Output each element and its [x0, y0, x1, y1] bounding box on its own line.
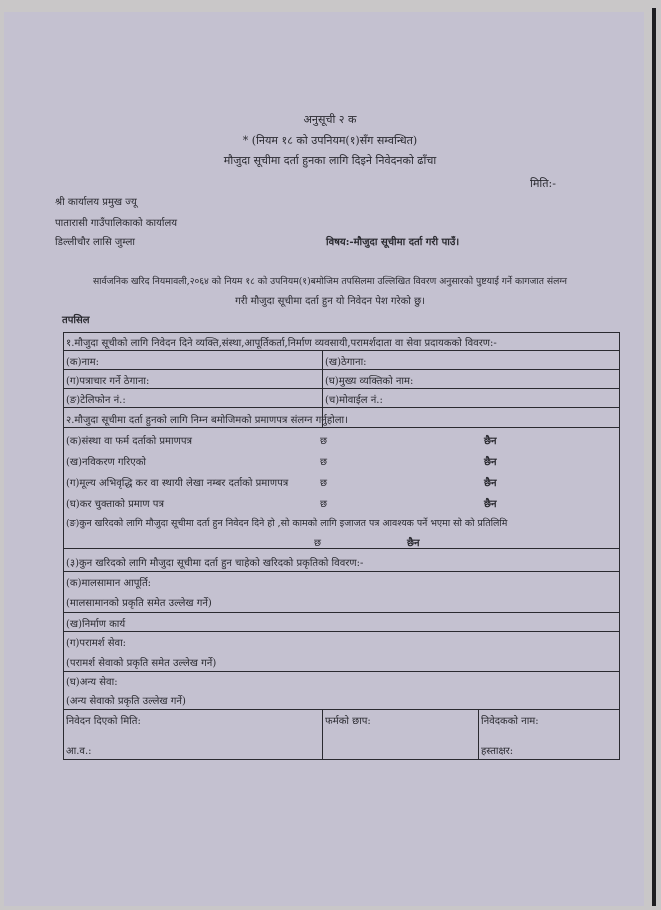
cert-tax-clearance-yes[interactable]: छ [320, 499, 328, 510]
consulting-service-label[interactable]: (ग)परामर्श सेवा: [66, 638, 127, 649]
correspondence-address-field-label[interactable]: (ग)पत्राचार गर्ने ठेगाना: [66, 376, 150, 387]
cert-renewal-no[interactable]: छैन [484, 457, 497, 468]
column-divider [478, 709, 479, 760]
row-divider [64, 388, 619, 389]
fiscal-year-label[interactable]: आ.व.: [66, 746, 92, 757]
other-service-label[interactable]: (घ)अन्य सेवा: [66, 677, 118, 688]
recipient-line-1: श्री कार्यालय प्रमुख ज्यू [55, 197, 137, 208]
subject-line: विषय:-मौजुदा सूचीमा दर्ता गरी पाउँ। [326, 237, 460, 248]
body-line-2: गरी मौजुदा सूचीमा दर्ता हुन यो निवेदन पेश गरेको छु। [235, 296, 425, 307]
form-title: मौजुदा सूचीमा दर्ता हुनका लागि दिइने निवेदनको ढाँचा [223, 154, 437, 167]
goods-supply-label[interactable]: (क)मालसामान आपूर्ति: [66, 578, 152, 589]
column-divider [322, 709, 323, 760]
address-field-label[interactable]: (ख)ठेगाना: [325, 357, 367, 368]
signature-label[interactable]: हस्ताक्षर: [481, 746, 514, 757]
firm-stamp-label[interactable]: फर्मको छाप: [325, 716, 371, 727]
applicant-name-label[interactable]: निवेदकको नाम: [481, 716, 539, 727]
row-divider [64, 427, 619, 428]
application-date-label[interactable]: निवेदन दिएको मिति: [66, 716, 141, 727]
recipient-line-3: डिल्लीचौर लासि जुम्ला [55, 237, 136, 248]
telephone-field-label[interactable]: (ङ)टेलिफोन नं.: [66, 395, 126, 406]
row-divider [64, 407, 619, 408]
annex-title: अनुसूची २ क [303, 113, 357, 126]
consulting-service-note: (परामर्श सेवाको प्रकृति समेत उल्लेख गर्ने) [66, 658, 217, 669]
body-line-1: सार्वजनिक खरिद नियमावली,२०६४ को नियम १८ को उपनियम(१)बमोजिम तपसिलमा उल्लिखित विवरण अनुसारको पुष्टयाई गर्ने कागजात संलग्न [92, 276, 568, 287]
mobile-field-label[interactable]: (च)मोवाईल नं.: [325, 395, 383, 406]
cert-registration-label: (क)संस्था वा फर्म दर्ताको प्रमाणपत्र [66, 436, 193, 447]
section1-heading: १.मौजुदा सूचीको लागि निवेदन दिने व्यक्ति,संस्था,आपूर्तिकर्ता,निर्माण व्यवसायी,परामर्शदाता वा सेवा प्रदायकको विवरण:- [66, 338, 497, 349]
rule-reference: * (नियम १८ को उपनियम(१)सँग सम्वन्धित) [242, 134, 418, 147]
row-divider [64, 612, 619, 613]
cert-vat-pan-no[interactable]: छैन [484, 478, 497, 489]
cert-registration-yes[interactable]: छ [320, 436, 328, 447]
construction-work-label[interactable]: (ख)निर्माण कार्य [66, 619, 126, 630]
application-table [63, 332, 620, 760]
cert-renewal-label: (ख)नविकरण गरिएको [66, 457, 146, 468]
cert-license-no[interactable]: छैन [407, 538, 420, 549]
other-service-note: (अन्य सेवाको प्रकृति उल्लेख गर्ने) [66, 696, 186, 707]
row-divider [64, 548, 619, 549]
cert-registration-no[interactable]: छैन [484, 436, 497, 447]
cert-vat-pan-label: (ग)मूल्य अभिवृद्धि कर वा स्थायी लेखा नम्बर दर्ताको प्रमाणपत्र [66, 478, 289, 489]
schedule-title: तपसिल [62, 315, 90, 326]
row-divider [64, 369, 619, 370]
row-divider [64, 571, 619, 572]
row-divider [64, 350, 619, 351]
cert-renewal-yes[interactable]: छ [320, 457, 328, 468]
section3-heading: (३)कुन खरिदको लागि मौजुदा सूचीमा दर्ता हुन चाहेको खरिदको प्रकृतिको विवरण:- [66, 558, 364, 569]
cert-license-label: (ङ)कुन खरिदको लागि मौजुदा सूचीमा दर्ता हुन निवेदन दिने हो ,सो कामको लागि इजाजत पत्र आवश्यक पर्ने भएमा सो को प्रतिलिमि [66, 518, 508, 529]
cert-tax-clearance-label: (घ)कर चुक्ताको प्रमाण पत्र [66, 499, 164, 510]
page-edge [652, 8, 656, 906]
recipient-line-2: पातारासी गाउँपालिकाको कार्यालय [55, 218, 178, 229]
row-divider [64, 631, 619, 632]
date-label: मिति:- [530, 177, 556, 190]
section2-heading: २.मौजुदा सूचीमा दर्ता हुनको लागि निम्न बमोजिमको प्रमाणपत्र संलग्न गर्नुहोला। [66, 415, 348, 426]
contact-person-field-label[interactable]: (घ)मुख्य व्यक्तिको नाम: [325, 376, 414, 387]
cert-license-yes[interactable]: छ [314, 538, 322, 549]
goods-supply-note: (मालसामानको प्रकृति समेत उल्लेख गर्ने) [66, 598, 212, 609]
cert-vat-pan-yes[interactable]: छ [320, 478, 328, 489]
row-divider [64, 709, 619, 710]
cert-tax-clearance-no[interactable]: छैन [484, 499, 497, 510]
row-divider [64, 671, 619, 672]
name-field-label[interactable]: (क)नाम: [66, 357, 99, 368]
